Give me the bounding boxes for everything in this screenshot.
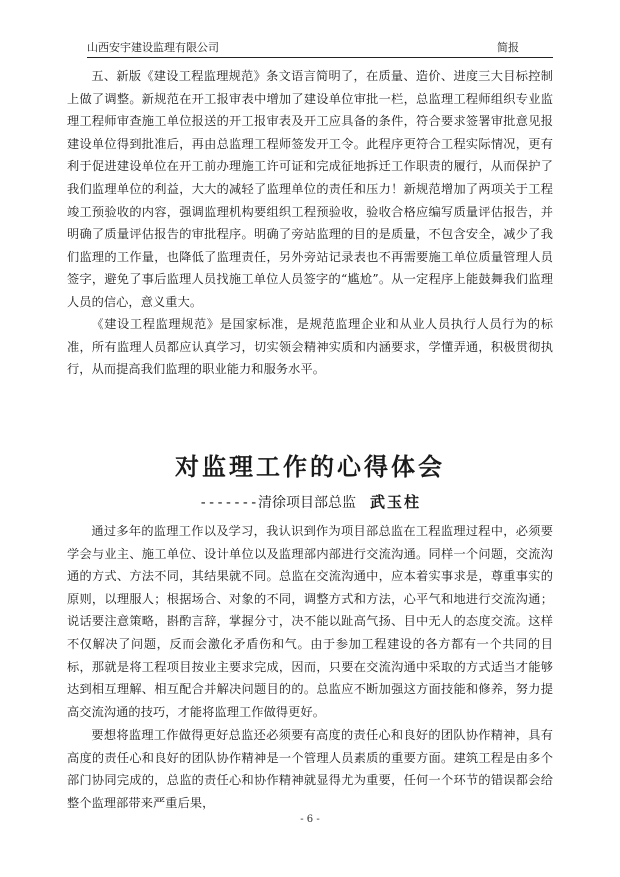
- paragraph-communication: 通过多年的监理工作以及学习，我认识到作为项目部总监在工程监理过程中，必须要学会与业主、施工单位、设计单位以及监理部内部进行交流沟通。同样一个问题，交流沟通的方式、方法不同，其结果就不同。总监在交流沟通中，应本着实事求是，尊重事实的原则，以理服人；根据场合、对象的不同，调整方式和方法，心平气和地进行交流沟通；说话要注意策略，斟酌言辞，掌握分寸，决不能以趾高气扬、目中无人的态度交流。这样不仅解决了问题，反而会激化矛盾伤和气。由于参加工程建设的各方都有一个共同的目标，那就是将工程项目按业主要求完成，因而，只要在交流沟通中采取的方式适当才能够达到相互理解、相互配合并解决问题目的的。总监应不断加强这方面技能和修养，努力提高交流沟通的技巧，才能将监理工作做得更好。: [67, 524, 553, 719]
- company-name: 山西安宇建设监理有限公司: [87, 41, 219, 54]
- byline-prefix: -------清徐项目部总监: [198, 495, 356, 511]
- article-byline: [67, 492, 553, 513]
- paragraph-specification-standard: 《建设工程监理规范》是国家标准，是规范监理企业和从业人员执行人员行为的标准，所有监理人员都应认真学习，切实领会精神实质和内涵要求，学懂弄通，积极贯彻执行，从而提高我们监理的职业能力和服务水平。: [67, 317, 553, 377]
- header-label: 简报: [497, 41, 519, 54]
- author-name: 武玉柱: [370, 493, 422, 511]
- paragraph-specification-changes: 五、新版《建设工程监理规范》条文语言简明了，在质量、造价、进度三大目标控制上做了调整。新规范在开工报审表中增加了建设单位审批一栏，总监理工程师组织专业监理工程师审查施工单位报送的开工报审表及开工应具备的条件，符合要求签署审批意见报建设单位得到批准后，再由总监理工程师签发开工令。此程序更符合工程实际情况，更有利于促进建设单位在开工前办理施工许可证和完成征地拆迁工作职责的履行，从而保护了我们监理单位的利益，大大的减轻了监理单位的责任和压力！新规范增加了两项关于工程竣工预验收的内容，强调监理机构要组织工程预验收，验收合格应编写质量评估报告，并明确了质量评估报告的审批程序。明确了旁站监理的目的是质量，不包含安全，减少了我们监理的工作量，也降低了监理责任，另外旁站记录表也不再需要施工单位质量管理人员签字，避免了事后监理人员找施工单位人员签字的“尴尬”。从一定程序上能鼓舞我们监理人员的信心，意义重大。: [67, 69, 553, 309]
- page-header: [87, 41, 553, 58]
- article-title: 对监理工作的心得体会: [175, 453, 445, 481]
- paragraph-responsibility: 要想将监理工作做得更好总监还必须要有高度的责任心和良好的团队协作精神，具有高度的责任心和良好的团队协作精神是一个管理人员素质的重要方面。建筑工程是由多个部门协同完成的，总监的责任心和协作精神就显得尤为重要，任何一个环节的错误都会给整个监理部带来严重后果，: [67, 728, 553, 810]
- page-number: - 6 -: [300, 814, 320, 825]
